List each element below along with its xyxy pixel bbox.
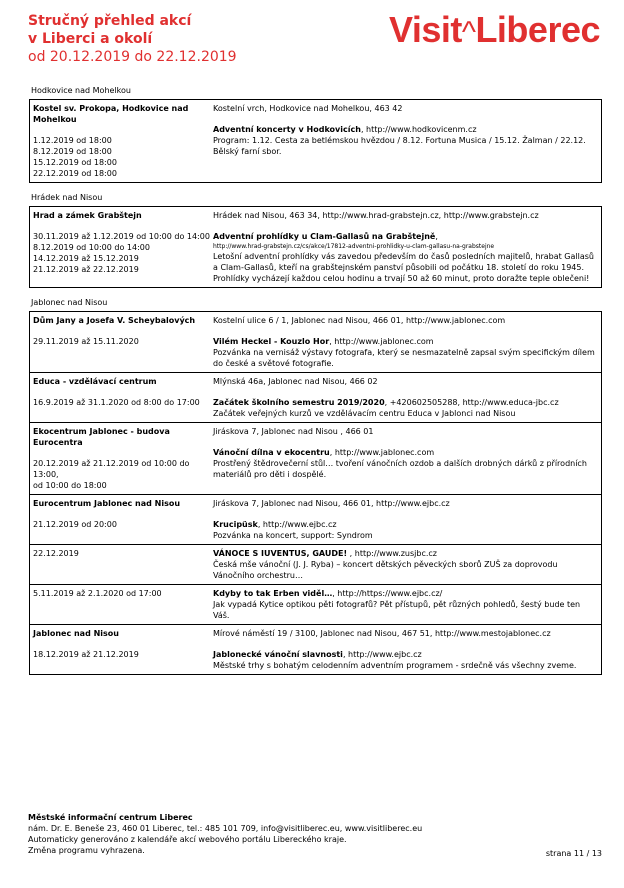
venue-address: Mírové náměstí 19 / 3100, Jablonec nad Nisou, 467 51, http://www.mestojablonec.cz: [213, 629, 551, 638]
event-row: [30, 312, 601, 372]
event-description: Program: 1.12. Cesta za betlémskou hvězdou / 8.12. Fortuna Musica / 15.12. Žalman / 22.12. Bělský farní sbor.: [213, 136, 586, 156]
event-date: 20.12.2019 až 21.12.2019 od 10:00 do 13:00,: [33, 459, 190, 479]
event-url[interactable]: http://www.hrad-grabstejn.cz/cs/akce/17812-adventni-prohlidky-u-clam-gallasu-na-grabstejne: [213, 243, 495, 250]
event-right: [213, 426, 598, 491]
event-link[interactable]: , http://www.jablonec.com: [329, 448, 435, 457]
event-description: Prostřený štědrovečerní stůl… tvoření vánočních ozdob a dalších drobných dárků z přírodních materiálů pro děti i dospělé.: [213, 459, 587, 479]
event-right: [213, 548, 598, 581]
section: [29, 191, 602, 288]
event-row: [30, 624, 601, 674]
event-title-line: [213, 519, 598, 530]
event-date: 8.12.2019 od 10:00 do 14:00: [33, 243, 150, 252]
section: [29, 296, 602, 675]
event-date: 21.12.2019 až 22.12.2019: [33, 265, 139, 274]
spacer: [33, 326, 213, 336]
event-name: Začátek školního semestru 2019/2020: [213, 398, 385, 407]
event-link[interactable]: , http://www.hodkovicenm.cz: [360, 125, 477, 134]
event-description: Letošní adventní prohlídky vás zavedou především do časů posledních majitelů, hrabat Gallasů a Clam-Gallasů, kteří na grabštejnském panství působili od počátku 18. století do roku 1945. Prohlídky vycházejí každou celou hodinu a trvají 50 až 60 minut, proto doražte teple oblečeni!: [213, 252, 594, 283]
footer: [28, 812, 604, 856]
event-right: [213, 588, 598, 621]
event-name: Jablonecké vánoční slavnosti: [213, 650, 343, 659]
venue-address: Mlýnská 46a, Jablonec nad Nisou, 466 02: [213, 377, 378, 386]
event-row: [30, 584, 601, 624]
event-title-line: [213, 588, 598, 599]
event-title-line: [213, 447, 598, 458]
logo-liberec: Liberec: [475, 9, 600, 50]
event-link[interactable]: , http://https://www.ejbc.cz/: [332, 589, 443, 598]
spacer: [33, 448, 213, 458]
spacer: [33, 125, 213, 135]
event-date: 29.11.2019 až 15.11.2020: [33, 337, 139, 346]
spacer: [33, 509, 213, 519]
venue-name: Hrad a zámek Grabštejn: [33, 211, 142, 220]
event-date: 22.12.2019: [33, 549, 79, 558]
event-description: Začátek veřejných kurzů ve vzdělávacím centru Educa v Jablonci nad Nisou: [213, 409, 516, 418]
date-range: od 20.12.2019 do 22.12.2019: [28, 49, 237, 65]
event-name: VÁNOCE S IUVENTUS, GAUDE!: [213, 549, 348, 558]
footer-disclaimer: Změna programu vyhrazena.: [28, 846, 145, 855]
event-link[interactable]: , +420602505288, http://www.educa-jbc.cz: [384, 398, 559, 407]
venue-address: Jiráskova 7, Jablonec nad Nisou, 466 01, http://www.ejbc.cz: [213, 499, 450, 508]
event-row: [30, 100, 601, 182]
page-number: strana 11 / 13: [545, 849, 602, 858]
event-description: Pozvánka na koncert, support: Syndrom: [213, 531, 373, 540]
venue-name: Ekocentrum Jablonec - budova Eurocentra: [33, 427, 170, 447]
footer-note: Automaticky generováno z kalendáře akcí webového portálu Libereckého kraje.: [28, 835, 347, 844]
event-listing: [29, 84, 602, 683]
venue-name: Eurocentrum Jablonec nad Nisou: [33, 499, 181, 508]
event-row: [30, 422, 601, 494]
event-description: Jak vypadá Kytice optikou pěti fotografů? Pět přístupů, pět různých pohledů, šestý bude ten Váš.: [213, 600, 581, 620]
event-link[interactable]: , http://www.ejbc.cz: [342, 650, 422, 659]
spacer: [213, 639, 598, 649]
spacer: [213, 326, 598, 336]
event-date: 22.12.2019 od 18:00: [33, 169, 117, 178]
event-row: [30, 544, 601, 584]
event-row: [30, 372, 601, 422]
section-box: [29, 311, 602, 675]
event-right: [213, 376, 598, 419]
event-left: [33, 210, 213, 284]
section-box: [29, 99, 602, 183]
footer-address: nám. Dr. E. Beneše 23, 460 01 Liberec, tel.: 485 101 709, info@visitliberec.eu, www.visitliberec.eu: [28, 824, 423, 833]
event-date: 8.12.2019 od 18:00: [33, 147, 112, 156]
section-title: Hodkovice nad Mohelkou: [31, 86, 131, 95]
event-title-line: [213, 649, 598, 660]
event-link[interactable]: , http://www.zusjbc.cz: [347, 549, 437, 558]
event-row: [30, 494, 601, 544]
event-link[interactable]: , http://www.ejbc.cz: [257, 520, 337, 529]
event-title-line: [213, 336, 598, 347]
event-left: [33, 315, 213, 369]
spacer: [33, 221, 213, 231]
event-date: 15.12.2019 od 18:00: [33, 158, 117, 167]
event-date: 14.12.2019 až 15.12.2019: [33, 254, 139, 263]
document-title: [28, 12, 237, 66]
event-date: 1.12.2019 od 18:00: [33, 136, 112, 145]
spacer: [213, 221, 598, 231]
event-right: [213, 103, 598, 179]
spacer: [213, 509, 598, 519]
visitliberec-logo: [389, 10, 600, 53]
section-title: Hrádek nad Nisou: [31, 193, 103, 202]
event-left: [33, 548, 213, 581]
event-left: [33, 376, 213, 419]
event-title-line: [213, 124, 598, 135]
logo-caret: ^: [461, 16, 476, 49]
event-link[interactable]: , http://www.jablonec.com: [329, 337, 434, 346]
event-title-line: [213, 231, 598, 242]
venue-name: Educa - vzdělávací centrum: [33, 377, 157, 386]
venue-address: Kostelní ulice 6 / 1, Jablonec nad Nisou, 466 01, http://www.jablonec.com: [213, 316, 506, 325]
event-date: 5.11.2019 až 2.1.2020 od 17:00: [33, 589, 162, 598]
event-right: [213, 210, 598, 284]
spacer: [213, 114, 598, 124]
event-name: Vánoční dílna v ekocentru: [213, 448, 330, 457]
event-date: 21.12.2019 od 20:00: [33, 520, 117, 529]
event-title-line: [213, 397, 598, 408]
event-name: Adventní prohlídky u Clam-Gallasů na Grabštejně: [213, 232, 436, 241]
event-date: 18.12.2019 až 21.12.2019: [33, 650, 139, 659]
event-left: [33, 426, 213, 491]
title-line-1: Stručný přehled akcí: [28, 13, 192, 29]
venue-address: Kostelní vrch, Hodkovice nad Mohelkou, 463 42: [213, 104, 403, 113]
event-left: [33, 588, 213, 621]
logo-visit: Visit: [388, 9, 462, 50]
spacer: [213, 437, 598, 447]
section: [29, 84, 602, 183]
event-left: [33, 628, 213, 671]
section-title: Jablonec nad Nisou: [31, 298, 108, 307]
event-title-line: [213, 548, 598, 559]
footer-org: Městské informační centrum Liberec: [28, 813, 193, 822]
event-name: Kdyby to tak Erben viděl…: [213, 589, 333, 598]
event-left: [33, 498, 213, 541]
event-description: Česká mše vánoční (J. J. Ryba) – koncert dětských pěveckých sborů ZUŠ za doprovodu Vánočního orchestru…: [213, 560, 558, 580]
event-date: 30.11.2019 až 1.12.2019 od 10:00 do 14:00: [33, 232, 210, 241]
event-date: 16.9.2019 až 31.1.2020 od 8:00 do 17:00: [33, 398, 200, 407]
title-line-2: v Liberci a okolí: [28, 31, 153, 47]
spacer: [33, 639, 213, 649]
event-right: [213, 628, 598, 671]
spacer: [213, 387, 598, 397]
venue-name: Kostel sv. Prokopa, Hodkovice nad Mohelkou: [33, 104, 189, 124]
event-name: Vilém Heckel - Kouzlo Hor: [213, 337, 330, 346]
section-box: [29, 206, 602, 288]
event-date: od 10:00 do 18:00: [33, 481, 107, 490]
venue-name: Dům Jany a Josefa V. Scheybalových: [33, 316, 196, 325]
event-left: [33, 103, 213, 179]
event-name: Krucipüsk: [213, 520, 258, 529]
event-description: Městské trhy s bohatým celodenním adventním programem - srdečně vás všechny zveme.: [213, 661, 577, 670]
venue-address: Hrádek nad Nisou, 463 34, http://www.hrad-grabstejn.cz, http://www.grabstejn.cz: [213, 211, 539, 220]
event-description: Pozvánka na vernisáž výstavy fotografa, který se nesmazatelně zapsal svým specifickým dílem do české a světové fotografie.: [213, 348, 595, 368]
spacer: [33, 387, 213, 397]
event-name: Adventní koncerty v Hodkovicích: [213, 125, 361, 134]
event-row: [30, 207, 601, 287]
venue-address: Jiráskova 7, Jablonec nad Nisou , 466 01: [213, 427, 374, 436]
venue-name: Jablonec nad Nisou: [33, 629, 119, 638]
event-right: [213, 315, 598, 369]
event-link[interactable]: ,: [435, 232, 438, 241]
event-right: [213, 498, 598, 541]
